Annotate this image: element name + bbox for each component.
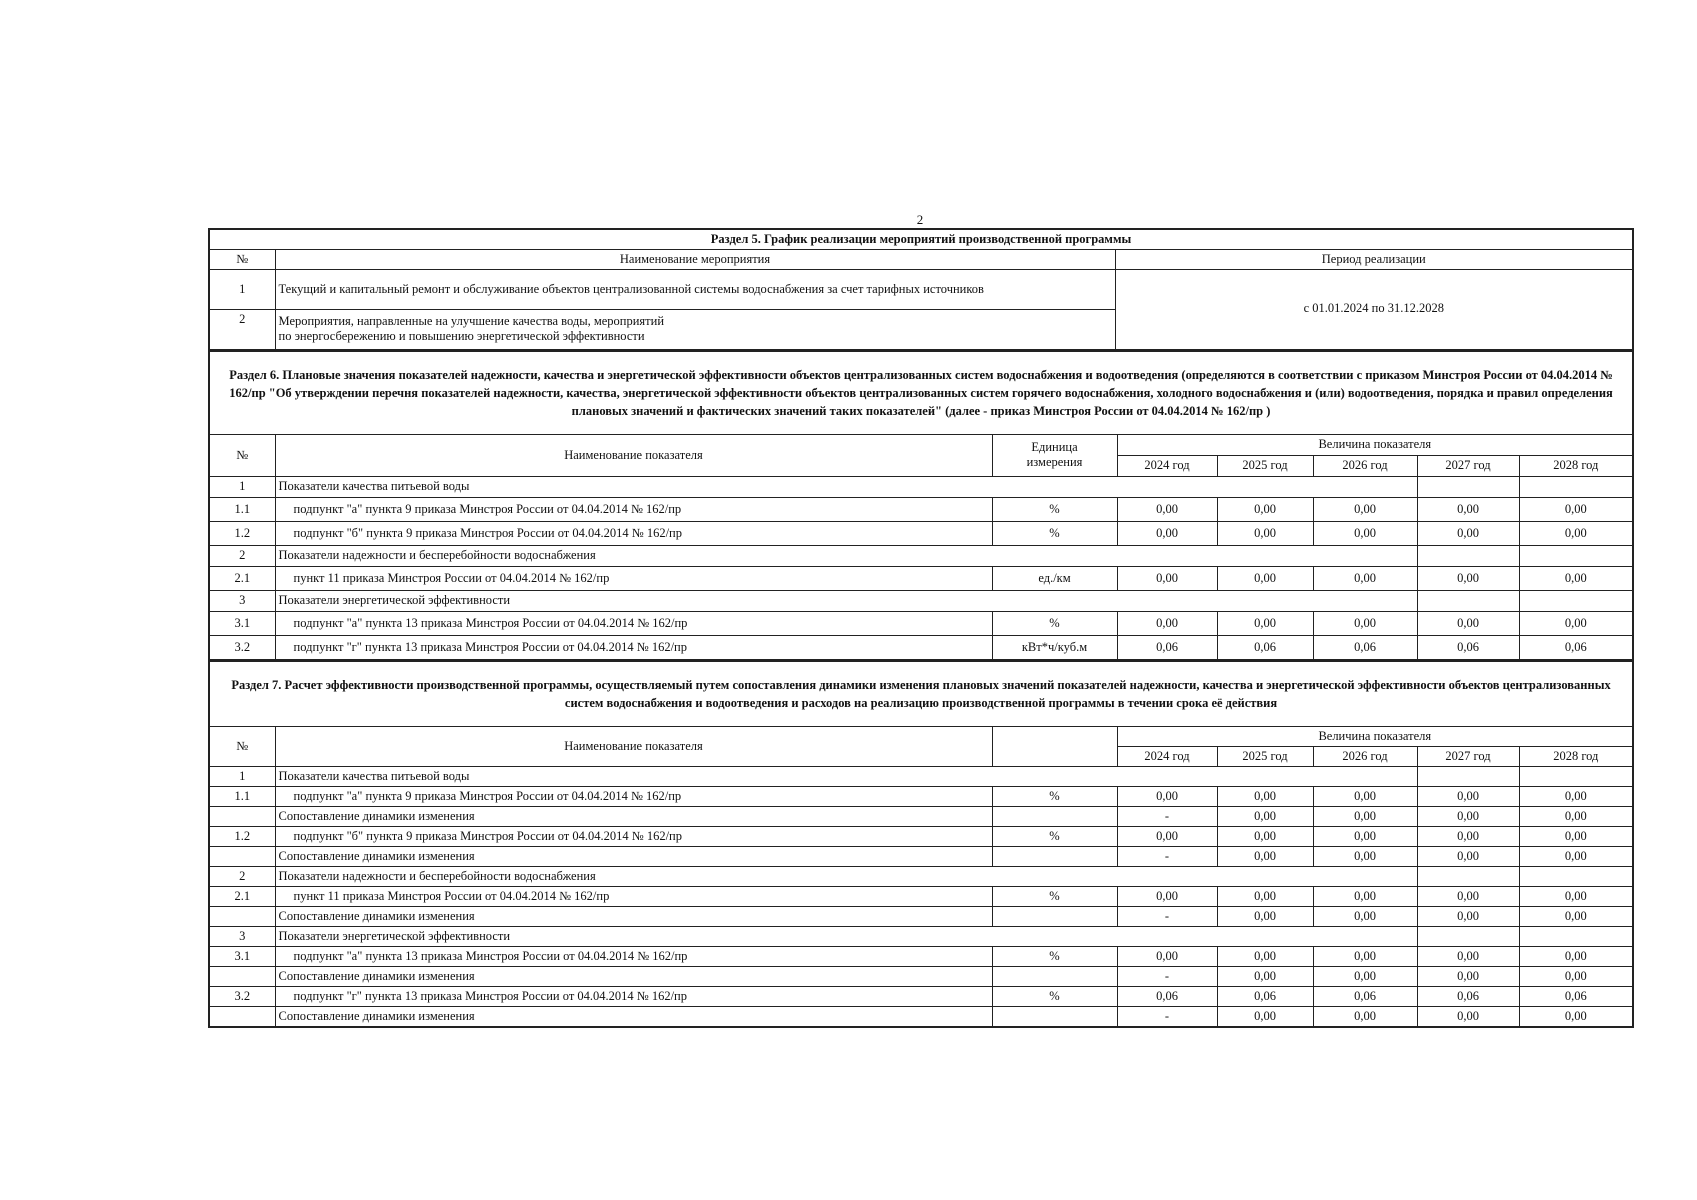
compare-value: 0,00	[1217, 907, 1313, 927]
indicator-value: 0,00	[1217, 827, 1313, 847]
indicator-num: 3.2	[209, 987, 275, 1007]
empty-cell	[1417, 545, 1519, 566]
event-name-line: по энергосбережению и повышению энергетической эффективности	[278, 329, 645, 344]
indicator-value: 0,00	[1217, 887, 1313, 907]
compare-value: 0,00	[1217, 967, 1313, 987]
indicator-value: 0,00	[1313, 947, 1417, 967]
compare-value: -	[1117, 967, 1217, 987]
indicator-value: 0,00	[1313, 887, 1417, 907]
compare-value: 0,00	[1519, 807, 1633, 827]
group-num: 2	[209, 545, 275, 566]
indicator-unit: %	[992, 887, 1117, 907]
group-row	[209, 927, 1633, 947]
indicator-row	[209, 635, 1633, 660]
group-num: 3	[209, 590, 275, 611]
indicator-value: 0,06	[1519, 635, 1633, 660]
indicator-value: 0,00	[1117, 947, 1217, 967]
indicator-value: 0,00	[1519, 611, 1633, 635]
compare-value: 0,00	[1519, 1007, 1633, 1028]
indicator-value: 0,00	[1313, 827, 1417, 847]
group-name: Показатели надежности и бесперебойности водоснабжения	[275, 545, 1417, 566]
indicator-value: 0,00	[1313, 566, 1417, 590]
compare-value: 0,00	[1417, 907, 1519, 927]
section6-table	[208, 351, 1634, 661]
document-body	[208, 228, 1632, 1028]
year-header: 2028 год	[1519, 747, 1633, 767]
compare-value: 0,00	[1417, 807, 1519, 827]
indicator-value: 0,00	[1117, 827, 1217, 847]
unit-header-line: измерения	[1026, 455, 1083, 470]
compare-value: -	[1117, 807, 1217, 827]
col-period-header: Период реализации	[1115, 250, 1633, 270]
compare-value: 0,00	[1313, 1007, 1417, 1028]
indicator-name: подпункт "б" пункта 9 приказа Минстроя России от 04.04.2014 № 162/пр	[275, 827, 992, 847]
indicator-num: 3.1	[209, 947, 275, 967]
event-name-line: Мероприятия, направленные на улучшение качества воды, мероприятий	[278, 313, 665, 328]
year-header: 2025 год	[1217, 747, 1313, 767]
compare-row	[209, 967, 1633, 987]
indicator-name: подпункт "г" пункта 13 приказа Минстроя России от 04.04.2014 № 162/пр	[275, 635, 992, 660]
empty-cell	[1417, 927, 1519, 947]
compare-row	[209, 847, 1633, 867]
indicator-value: 0,00	[1519, 887, 1633, 907]
indicator-row	[209, 787, 1633, 807]
compare-value: -	[1117, 1007, 1217, 1028]
indicator-value: 0,00	[1117, 521, 1217, 545]
empty-cell	[1417, 476, 1519, 497]
indicator-value: 0,00	[1417, 566, 1519, 590]
unit-header-line: Единица	[1031, 439, 1078, 454]
compare-value: 0,00	[1417, 967, 1519, 987]
indicator-num: 3.2	[209, 635, 275, 660]
indicator-value: 0,00	[1117, 611, 1217, 635]
section7-title: Раздел 7. Расчет эффективности производственной программы, осуществляемый путем сопоставления динамики изменения плановых значений показателей надежности, качества и энергетической эффективности объектов централизованных систем водоснабжения и водоотведения и расходов на реализацию производственной программы в течении срока её действия	[209, 661, 1633, 726]
indicator-value: 0,00	[1313, 497, 1417, 521]
indicator-value: 0,06	[1417, 635, 1519, 660]
year-header: 2025 год	[1217, 455, 1313, 476]
col-num-header: №	[209, 434, 275, 476]
year-header: 2024 год	[1117, 455, 1217, 476]
empty-cell	[209, 1007, 275, 1028]
indicator-value: 0,00	[1417, 611, 1519, 635]
indicator-row	[209, 827, 1633, 847]
col-name-header: Наименование мероприятия	[275, 250, 1115, 270]
group-name: Показатели качества питьевой воды	[275, 767, 1417, 787]
indicator-unit: %	[992, 521, 1117, 545]
empty-cell	[992, 1007, 1117, 1028]
empty-cell	[1417, 590, 1519, 611]
group-name: Показатели энергетической эффективности	[275, 927, 1417, 947]
section7-table	[208, 661, 1634, 1028]
indicator-value: 0,00	[1217, 497, 1313, 521]
indicator-unit: кВт*ч/куб.м	[992, 635, 1117, 660]
indicator-num: 1.2	[209, 521, 275, 545]
indicator-value: 0,00	[1519, 497, 1633, 521]
compare-value: 0,00	[1217, 1007, 1313, 1028]
indicator-value: 0,00	[1313, 787, 1417, 807]
indicator-value: 0,00	[1417, 887, 1519, 907]
indicator-unit: %	[992, 987, 1117, 1007]
year-header: 2027 год	[1417, 455, 1519, 476]
indicator-name: подпункт "а" пункта 9 приказа Минстроя России от 04.04.2014 № 162/пр	[275, 787, 992, 807]
compare-label: Сопоставление динамики изменения	[275, 807, 992, 827]
group-name: Показатели энергетической эффективности	[275, 590, 1417, 611]
indicator-value: 0,06	[1217, 987, 1313, 1007]
section5-title: Раздел 5. График реализации мероприятий производственной программы	[209, 229, 1633, 250]
indicator-value: 0,00	[1217, 566, 1313, 590]
empty-cell	[1417, 767, 1519, 787]
empty-cell	[1519, 476, 1633, 497]
compare-value: 0,00	[1217, 807, 1313, 827]
group-num: 1	[209, 476, 275, 497]
indicator-unit: %	[992, 497, 1117, 521]
indicator-unit: %	[992, 611, 1117, 635]
year-header: 2026 год	[1313, 455, 1417, 476]
compare-label: Сопоставление динамики изменения	[275, 1007, 992, 1028]
compare-row	[209, 807, 1633, 827]
page-number: 2	[916, 212, 924, 227]
empty-cell	[209, 847, 275, 867]
indicator-num: 2.1	[209, 566, 275, 590]
indicator-value: 0,06	[1117, 987, 1217, 1007]
empty-cell	[992, 907, 1117, 927]
compare-label: Сопоставление динамики изменения	[275, 967, 992, 987]
compare-value: 0,00	[1217, 847, 1313, 867]
year-header: 2028 год	[1519, 455, 1633, 476]
indicator-row	[209, 521, 1633, 545]
indicator-value: 0,00	[1519, 521, 1633, 545]
indicator-unit: %	[992, 787, 1117, 807]
indicator-name: подпункт "г" пункта 13 приказа Минстроя России от 04.04.2014 № 162/пр	[275, 987, 992, 1007]
compare-value: 0,00	[1313, 847, 1417, 867]
indicator-value: 0,00	[1217, 521, 1313, 545]
indicator-value: 0,00	[1417, 827, 1519, 847]
group-name: Показатели надежности и бесперебойности водоснабжения	[275, 867, 1417, 887]
row-num: 2	[209, 310, 275, 350]
indicator-name: подпункт "б" пункта 9 приказа Минстроя России от 04.04.2014 № 162/пр	[275, 521, 992, 545]
compare-row	[209, 1007, 1633, 1028]
indicator-value: 0,06	[1417, 987, 1519, 1007]
indicator-value: 0,00	[1417, 787, 1519, 807]
row-num: 1	[209, 270, 275, 310]
compare-value: 0,00	[1417, 1007, 1519, 1028]
col-unit-header	[992, 727, 1117, 767]
col-num-header: №	[209, 250, 275, 270]
indicator-value: 0,00	[1417, 497, 1519, 521]
indicator-value: 0,00	[1313, 521, 1417, 545]
indicator-num: 1.1	[209, 497, 275, 521]
col-num-header: №	[209, 727, 275, 767]
empty-cell	[992, 807, 1117, 827]
col-name-header: Наименование показателя	[275, 727, 992, 767]
compare-row	[209, 907, 1633, 927]
indicator-name: пункт 11 приказа Минстроя России от 04.04.2014 № 162/пр	[275, 566, 992, 590]
empty-cell	[1417, 867, 1519, 887]
indicator-value: 0,06	[1313, 987, 1417, 1007]
indicator-value: 0,00	[1519, 827, 1633, 847]
event-name	[275, 310, 1115, 350]
indicator-row	[209, 987, 1633, 1007]
indicator-value: 0,00	[1117, 566, 1217, 590]
indicator-value: 0,00	[1519, 566, 1633, 590]
year-header: 2026 год	[1313, 747, 1417, 767]
indicator-value: 0,06	[1217, 635, 1313, 660]
compare-value: 0,00	[1519, 967, 1633, 987]
indicator-value: 0,00	[1217, 611, 1313, 635]
indicator-name: подпункт "а" пункта 13 приказа Минстроя России от 04.04.2014 № 162/пр	[275, 611, 992, 635]
period-value: с 01.01.2024 по 31.12.2028	[1115, 270, 1633, 350]
col-value-header: Величина показателя	[1117, 727, 1633, 747]
indicator-value: 0,00	[1117, 887, 1217, 907]
indicator-value: 0,06	[1117, 635, 1217, 660]
indicator-value: 0,06	[1519, 987, 1633, 1007]
group-row	[209, 545, 1633, 566]
indicator-value: 0,06	[1313, 635, 1417, 660]
empty-cell	[1519, 545, 1633, 566]
compare-value: 0,00	[1313, 907, 1417, 927]
group-num: 1	[209, 767, 275, 787]
empty-cell	[992, 967, 1117, 987]
group-num: 3	[209, 927, 275, 947]
compare-value: 0,00	[1519, 847, 1633, 867]
indicator-row	[209, 611, 1633, 635]
indicator-row	[209, 497, 1633, 521]
year-header: 2027 год	[1417, 747, 1519, 767]
indicator-name: подпункт "а" пункта 9 приказа Минстроя России от 04.04.2014 № 162/пр	[275, 497, 992, 521]
indicator-unit: %	[992, 827, 1117, 847]
indicator-row	[209, 887, 1633, 907]
indicator-name: подпункт "а" пункта 13 приказа Минстроя России от 04.04.2014 № 162/пр	[275, 947, 992, 967]
col-name-header: Наименование показателя	[275, 434, 992, 476]
empty-cell	[209, 967, 275, 987]
group-row	[209, 590, 1633, 611]
col-unit-header	[992, 434, 1117, 476]
year-header: 2024 год	[1117, 747, 1217, 767]
section5-table	[208, 228, 1634, 351]
empty-cell	[1519, 767, 1633, 787]
compare-label: Сопоставление динамики изменения	[275, 907, 992, 927]
indicator-value: 0,00	[1417, 947, 1519, 967]
indicator-value: 0,00	[1217, 947, 1313, 967]
empty-cell	[209, 907, 275, 927]
empty-cell	[209, 807, 275, 827]
indicator-unit: ед./км	[992, 566, 1117, 590]
group-num: 2	[209, 867, 275, 887]
indicator-value: 0,00	[1313, 611, 1417, 635]
empty-cell	[1519, 590, 1633, 611]
empty-cell	[1519, 867, 1633, 887]
empty-cell	[1519, 927, 1633, 947]
section6-title: Раздел 6. Плановые значения показателей надежности, качества и энергетической эффективности объектов централизованных систем водоснабжения и водоотведения (определяются в соответствии с приказом Минстроя России от 04.04.2014 № 162/пр "Об утверждении перечня показателей надежности, качества, энергетической эффективности объектов централизованных систем горячего водоснабжения, холодного водоснабжения и (или) водоотведения, порядка и правил определения плановых значений и фактических значений таких показателей" (далее - приказ Минстроя России от 04.04.2014 № 162/пр )	[209, 351, 1633, 434]
indicator-value: 0,00	[1519, 947, 1633, 967]
compare-value: -	[1117, 907, 1217, 927]
indicator-num: 2.1	[209, 887, 275, 907]
compare-value: 0,00	[1417, 847, 1519, 867]
group-row	[209, 867, 1633, 887]
indicator-value: 0,00	[1417, 521, 1519, 545]
compare-value: 0,00	[1313, 807, 1417, 827]
indicator-num: 1.2	[209, 827, 275, 847]
group-name: Показатели качества питьевой воды	[275, 476, 1417, 497]
compare-value: 0,00	[1519, 907, 1633, 927]
indicator-unit: %	[992, 947, 1117, 967]
indicator-num: 3.1	[209, 611, 275, 635]
indicator-value: 0,00	[1217, 787, 1313, 807]
indicator-num: 1.1	[209, 787, 275, 807]
event-name: Текущий и капитальный ремонт и обслуживание объектов централизованной системы водоснабжения за счет тарифных источников	[275, 270, 1115, 310]
indicator-value: 0,00	[1117, 497, 1217, 521]
group-row	[209, 476, 1633, 497]
indicator-row	[209, 566, 1633, 590]
compare-value: 0,00	[1313, 967, 1417, 987]
col-value-header: Величина показателя	[1117, 434, 1633, 455]
indicator-row	[209, 947, 1633, 967]
empty-cell	[992, 847, 1117, 867]
compare-value: -	[1117, 847, 1217, 867]
indicator-name: пункт 11 приказа Минстроя России от 04.04.2014 № 162/пр	[275, 887, 992, 907]
compare-label: Сопоставление динамики изменения	[275, 847, 992, 867]
indicator-value: 0,00	[1117, 787, 1217, 807]
group-row	[209, 767, 1633, 787]
indicator-value: 0,00	[1519, 787, 1633, 807]
